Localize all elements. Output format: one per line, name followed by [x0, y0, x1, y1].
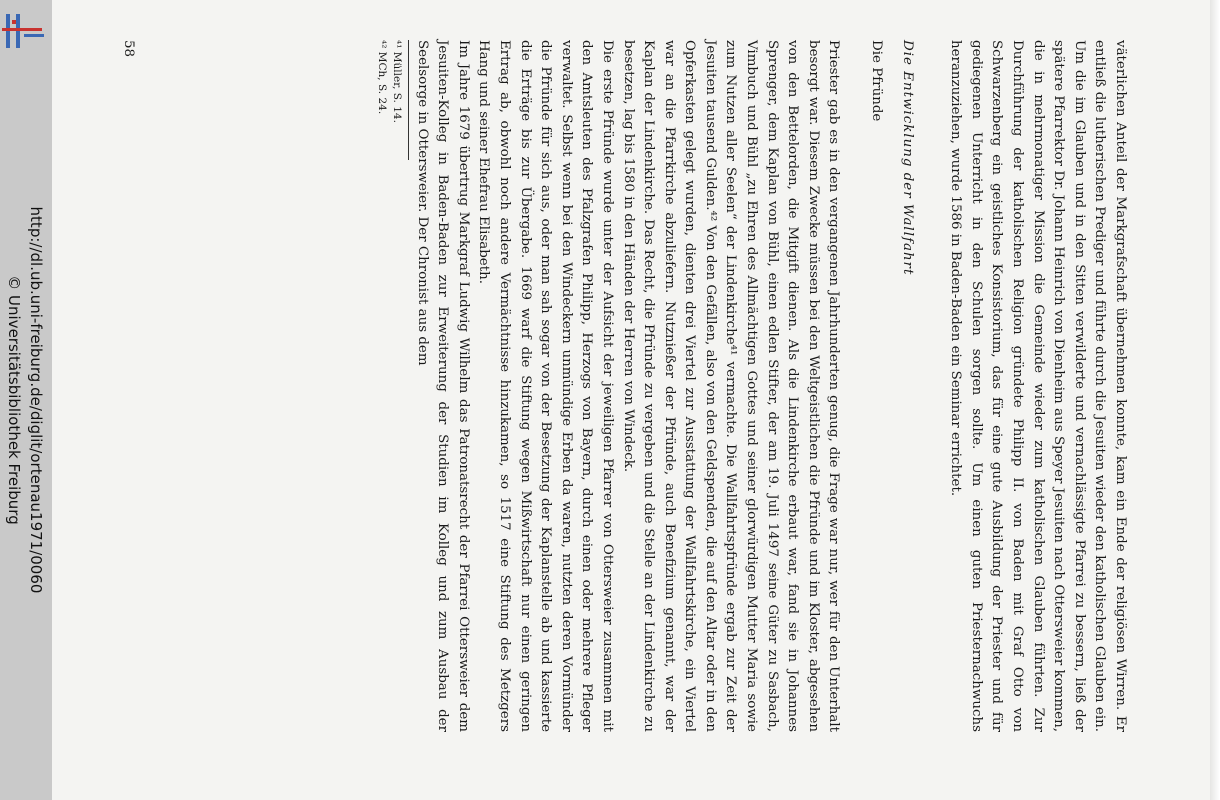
- paragraph-3: Die erste Pfründe wurde unter der Aufsicht der jeweiligen Pfarrer von Ottersweier zusammen mit den Amtsleuten des Pfalzgrafen Philipp, Herzogs von Bayern, durch einen oder mehrere Pfleger verwaltet. Selbst wenn bei den Windeckern unmündige Erben da waren, nutzten deren Vormünder die Pfründe für sich aus, oder man sah sogar von der Besetzung der Kaplanstelle ab und kassierte die Erträge bis zur Übergabe. 1669 warf die Stiftung wegen Mißwirtschaft nur einen geringen Ertrag ab, obwohl noch andere Vermächtnisse hinzukamen, so 1517 eine Stiftung des Metzgers Hang und seiner Ehefrau Elisabeth.: [476, 40, 615, 732]
- library-logo-icon: [2, 8, 46, 52]
- footnote-42: ⁴² MCh, S. 24.: [376, 40, 388, 115]
- rotated-book-page: [120, 40, 1130, 732]
- paper-edge: [1210, 0, 1220, 800]
- watermark-url[interactable]: http://dl.ub.uni-freiburg.de/diglit/ortenau1971/0060: [27, 206, 45, 594]
- footnote-rule: [408, 40, 409, 160]
- paragraph-2: Priester gab es in den vergangenen Jahrhunderten genug, die Frage war nur, wer für den Unterhalt besorgt war. Diesem Zwecke müssen bei den Weltgeistlichen die Pfründe und im Kloster, abgesehen von den Bettelorden, die Mitgift dienen. Als die Lindenkirche erbaut war, fand sie in Johannes Sprenger, dem Kaplan von Bühl, einen edlen Stifter, der am 19. Juli 1497 seine Güter zu Sasbach, Vimbuch und Bühl „zu Ehren des Allmächtigen Gottes und seiner glorwürdigen Mutter Maria sowie zum Nutzen aller Seelen“ der Lindenkirche⁴¹ vermachte. Die Wallfahrtspfründe ergab zur Zeit der Jesuiten tausend Gulden.⁴² Von den Gefällen, also von den Geldspenden, die auf den Altar oder in den Opferkasten gelegt wurden, dienten drei Viertel zur Ausstattung der Wallfahrtskirche, ein Viertel war an die Pfarrkirche abzuliefern. Nutznießer der Pfründe, auch Benefizium genannt, war der Kaplan der Lindenkirche. Das Recht, die Pfründe zu vergeben und die Stelle an der Lindenkirche zu besetzen, lag bis 1580 in den Händen der Herren von Windeck.: [620, 40, 842, 732]
- paragraph-4: Im Jahre 1679 übertrug Markgraf Ludwig Wilhelm das Patronatsrecht der Pfarrei Ottersweier dem Jesuiten-Kolleg in Baden-Baden zur Erweiterung der Studien im Kolleg und zum Ausbau der Seelsorge in Ottersweier. Der Chronist aus dem: [414, 40, 471, 732]
- section-heading: Die Entwicklung der Wallfahrt: [899, 40, 915, 276]
- section-subheading: Die Pfründe: [869, 40, 885, 122]
- watermark-copyright: © Universitätsbibliothek Freiburg: [5, 275, 23, 525]
- page-number: 58: [121, 40, 136, 58]
- margin-strip: [0, 0, 52, 800]
- paragraph-1: väterlichen Anteil der Markgrafschaft übernehmen konnte, kam ein Ende der religiösen Wirren. Er entließ die lutherischen Prediger und führte durch die Jesuiten wieder den katholischen Glauben ein. Um die im Glauben und in den Sitten verwilderte und vernachlässigte Pfarrei zu bessern, ließ der spätere Pfarrektor Dr. Johann Heinrich von Dienheim aus Speyer Jesuiten nach Ottersweier kommen, die in mehrmonatiger Mission die Gemeinde wieder zum katholischen Glauben führten. Zur Durchführung der katholischen Religion gründete Philipp II. von Baden mit Graf Otto von Schwarzenberg ein geistliches Konsistorium, das für eine gute Ausbildung der Priester und für gediegenen Unterricht in den Schulen sorgen sollte. Um einen guten Priesternachwuchs heranzuziehen, wurde 1586 in Baden-Baden ein Seminar errichtet.: [948, 40, 1128, 732]
- footnote-41: ⁴¹ Müller, S. 14.: [391, 40, 403, 123]
